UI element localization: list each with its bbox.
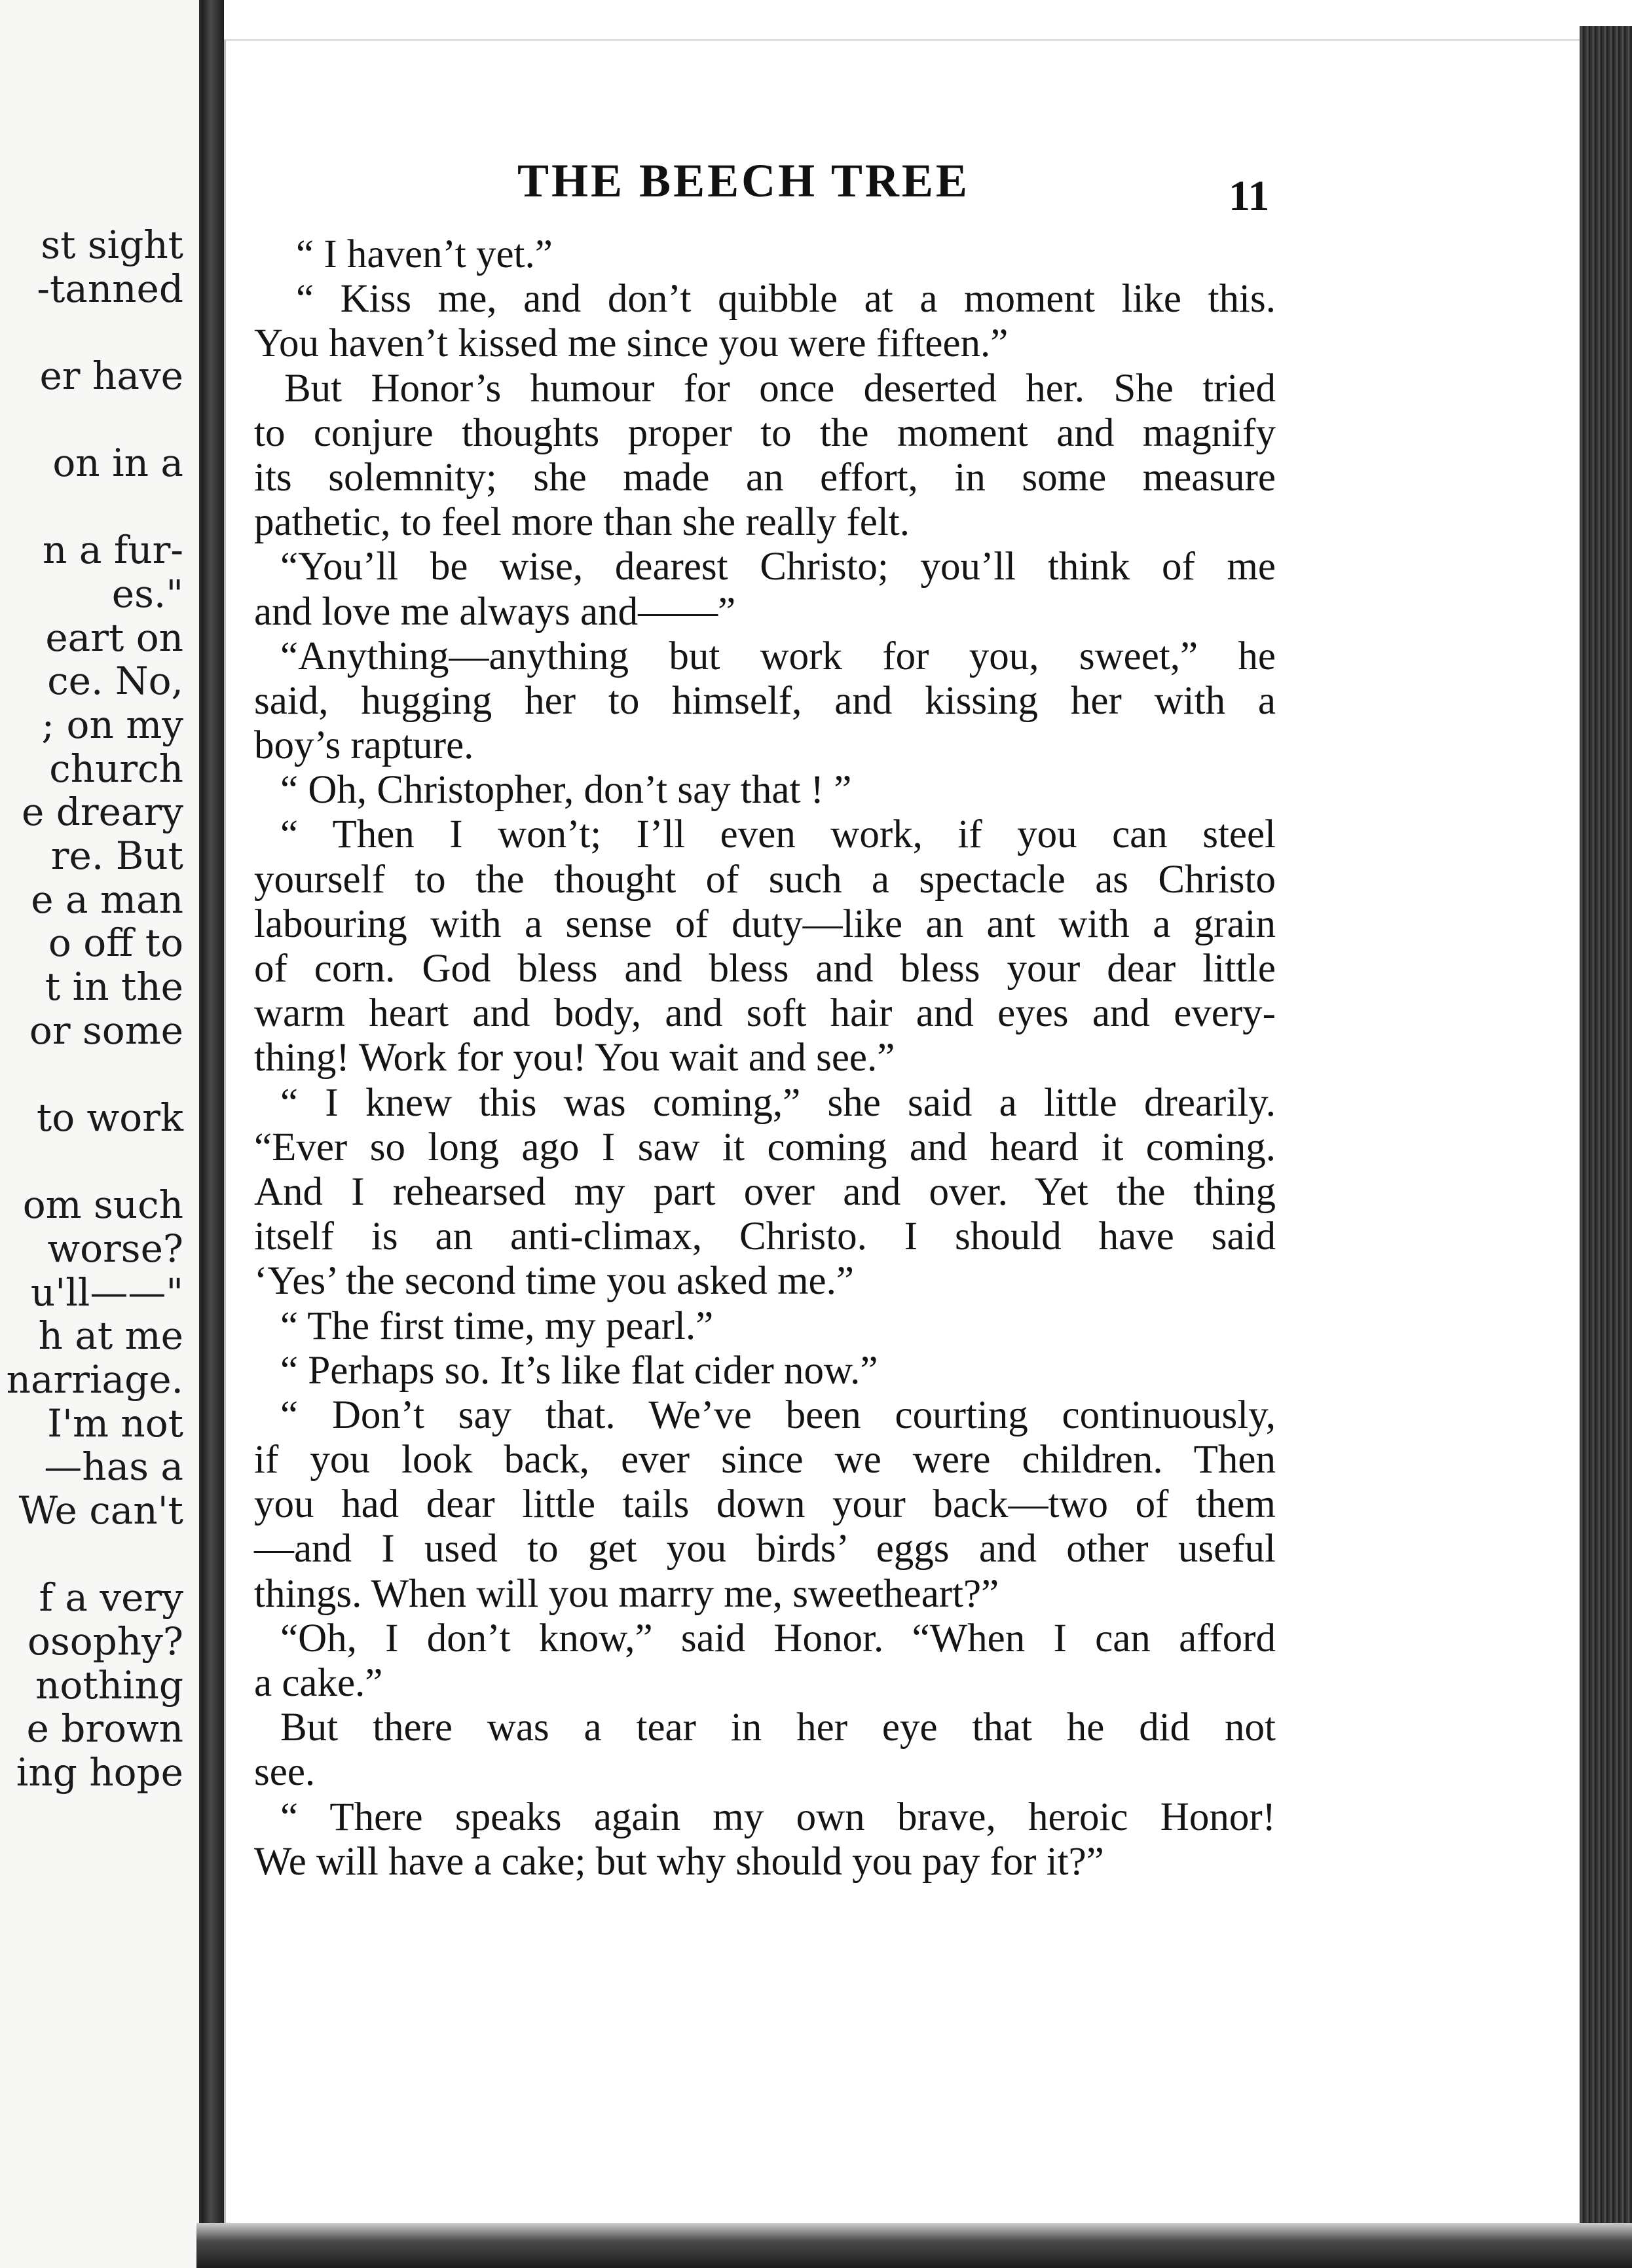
text-line: But there was a tear in her eye that he did not	[280, 1706, 1276, 1750]
text-line: “Ever so long ago I saw it coming and heard it coming.	[254, 1125, 1276, 1169]
text-line: you had dear little tails down your back—two of them	[254, 1482, 1276, 1527]
text-line: “ Perhaps so. It’s like flat cider now.”	[280, 1348, 878, 1393]
facing-page-line: re. But	[50, 833, 183, 878]
facing-page-line: ce. No,	[47, 659, 183, 703]
text-line: things. When will you marry me, sweetheart?”	[254, 1571, 999, 1616]
page-fore-edge	[1580, 26, 1632, 2268]
text-line: “ Oh, Christopher, don’t say that ! ”	[280, 768, 852, 813]
text-line: “Oh, I don’t know,” said Honor. “When I can afford	[280, 1616, 1276, 1660]
text-line: boy’s rapture.	[254, 723, 474, 768]
text-line: “Anything—anything but work for you, sweet,” he	[280, 634, 1276, 678]
facing-page-line: n a fur-	[43, 528, 183, 572]
facing-page-line: -tanned	[37, 266, 183, 311]
facing-page-line: eart on	[45, 615, 183, 660]
text-line: “ I knew this was coming,” she said a little drearily.	[280, 1080, 1276, 1125]
text-line: a cake.”	[254, 1661, 383, 1705]
text-line: labouring with a sense of duty—like an ant with a grain	[254, 902, 1276, 946]
facing-page-line: om such	[22, 1182, 183, 1227]
facing-page-line: e brown	[26, 1706, 183, 1751]
text-line: But Honor’s humour for once deserted her. She tried	[284, 366, 1276, 411]
text-line: “You’ll be wise, dearest Christo; you’ll think of me	[280, 545, 1276, 589]
text-line: “ There speaks again my own brave, heroic Honor!	[280, 1795, 1276, 1839]
text-line: warm heart and body, and soft hair and eyes and every-	[254, 991, 1276, 1036]
text-line: and love me always and——”	[254, 589, 736, 634]
facing-page-line: osophy?	[28, 1619, 183, 1664]
text-line: pathetic, to feel more than she really felt.	[254, 500, 910, 545]
facing-page-line: or some	[29, 1008, 183, 1053]
facing-page-line: worse?	[47, 1226, 183, 1271]
facing-page-line: —has a	[44, 1444, 183, 1489]
text-line: said, hugging her to himself, and kissing her with a	[254, 678, 1276, 723]
text-line: of corn. God bless and bless and bless your dear little	[254, 947, 1276, 991]
facing-page-line: u'll——"	[30, 1270, 183, 1315]
facing-page-line: h at me	[38, 1313, 183, 1358]
text-line: “ Don’t say that. We’ve been courting continuously,	[280, 1393, 1276, 1437]
facing-page-line: st sight	[41, 223, 183, 267]
running-head: THE BEECH TREE	[517, 155, 970, 207]
text-line: to conjure thoughts proper to the moment and magnify	[254, 411, 1276, 455]
facing-page-line: on in a	[52, 441, 183, 485]
facing-page-line: nothing	[35, 1663, 183, 1708]
text-line: thing! Work for you! You wait and see.”	[254, 1036, 895, 1080]
page-body-text	[254, 232, 1276, 1884]
text-line: ‘Yes’ the second time you asked me.”	[254, 1259, 854, 1304]
facing-page-line: es."	[111, 572, 183, 616]
facing-page-line: er have	[39, 354, 183, 398]
text-line: “ I haven’t yet.”	[296, 232, 553, 276]
facing-page-line: to work	[36, 1095, 183, 1140]
page-number: 11	[1229, 172, 1270, 220]
page-bottom-edge	[196, 2223, 1632, 2268]
text-line: “ Kiss me, and don’t quibble at a moment like this.	[296, 277, 1276, 321]
facing-page-line: t in the	[45, 964, 183, 1009]
text-line: its solemnity; she made an effort, in some measure	[254, 455, 1276, 500]
text-line: —and I used to get you birds’ eggs and other useful	[254, 1527, 1276, 1571]
facing-page-line: narriage.	[6, 1357, 183, 1402]
facing-page-line: ; on my	[41, 703, 183, 747]
text-line: if you look back, ever since we were children. Then	[254, 1438, 1276, 1482]
facing-page-line: We can't	[18, 1488, 183, 1533]
facing-page-line: I'm not	[47, 1401, 183, 1446]
facing-page-line: church	[49, 746, 183, 791]
text-line: “ Then I won’t; I’ll even work, if you can steel	[280, 813, 1276, 857]
text-line: And I rehearsed my part over and over. Yet the thing	[254, 1169, 1276, 1214]
facing-page-line: f a very	[39, 1575, 183, 1620]
text-line: We will have a cake; but why should you pay for it?”	[254, 1839, 1104, 1884]
text-line: itself is an anti-climax, Christo. I should have said	[254, 1215, 1276, 1259]
text-line: You haven’t kissed me since you were fifteen.”	[254, 321, 1009, 366]
book-gutter	[202, 0, 224, 2268]
facing-page-line: e dreary	[21, 790, 183, 834]
facing-page-line: e a man	[31, 877, 183, 922]
facing-page-line: o off to	[48, 921, 183, 965]
text-line: yourself to the thought of such a spectacle as Christo	[254, 857, 1276, 902]
facing-page-fragment	[0, 0, 202, 2268]
facing-page-line: ing hope	[16, 1750, 183, 1795]
text-line: see.	[254, 1750, 316, 1795]
text-line: “ The first time, my pearl.”	[280, 1304, 714, 1348]
